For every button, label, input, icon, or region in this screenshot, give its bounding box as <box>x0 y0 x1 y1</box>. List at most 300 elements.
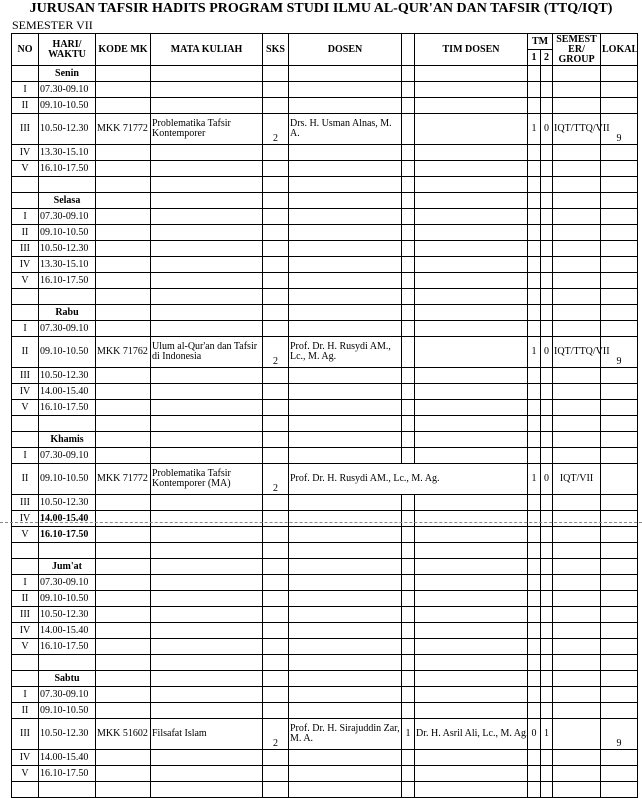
empty-cell <box>541 671 553 687</box>
tm-2 <box>541 607 553 623</box>
lecturer: Prof. Dr. H. Rusydi AM., Lc., M. Ag. <box>289 464 528 495</box>
empty-cell <box>12 289 39 305</box>
team-index <box>402 161 415 177</box>
lecturer <box>289 639 402 655</box>
header-dosen: DOSEN <box>289 34 402 66</box>
lokal <box>601 750 638 766</box>
day-name: Selasa <box>39 193 96 209</box>
empty-cell <box>541 289 553 305</box>
tm-1: 1 <box>528 114 541 145</box>
team-lecturer <box>415 209 528 225</box>
semester-group <box>553 448 601 464</box>
header-no: NO <box>12 34 39 66</box>
course-sks <box>263 225 289 241</box>
course-name <box>151 766 263 782</box>
lokal <box>601 400 638 416</box>
lecturer <box>289 384 402 400</box>
empty-cell <box>263 193 289 209</box>
header-hari-waktu: HARI/ WAKTU <box>39 34 96 66</box>
course-code <box>96 273 151 289</box>
day-name: Sabtu <box>39 671 96 687</box>
semester-group <box>553 273 601 289</box>
course-sks: 2 <box>263 114 289 145</box>
team-index <box>402 607 415 623</box>
team-index <box>402 82 415 98</box>
team-index <box>402 321 415 337</box>
table-row <box>12 273 638 289</box>
empty-cell <box>402 543 415 559</box>
tm-2 <box>541 591 553 607</box>
empty-cell <box>402 305 415 321</box>
lokal <box>601 273 638 289</box>
empty-cell <box>96 432 151 448</box>
team-index <box>402 400 415 416</box>
lecturer <box>289 400 402 416</box>
table-row <box>12 448 638 464</box>
header-blank <box>402 34 415 66</box>
course-name <box>151 384 263 400</box>
table-row <box>12 495 638 511</box>
table-row <box>12 527 638 543</box>
tm-2 <box>541 209 553 225</box>
empty-cell <box>541 782 553 798</box>
lokal <box>601 384 638 400</box>
semester-group <box>553 145 601 161</box>
tm-1 <box>528 687 541 703</box>
session-time: 10.50-12.30 <box>39 241 96 257</box>
table-row <box>12 400 638 416</box>
team-index <box>402 575 415 591</box>
session-no: IV <box>12 257 39 273</box>
lokal <box>601 511 638 527</box>
empty-cell <box>415 671 528 687</box>
tm-2 <box>541 511 553 527</box>
table-row <box>12 464 638 495</box>
session-no: I <box>12 209 39 225</box>
course-code <box>96 623 151 639</box>
empty-cell <box>402 416 415 432</box>
table-row <box>12 623 638 639</box>
semester-group <box>553 687 601 703</box>
lokal: 9 <box>601 114 638 145</box>
empty-cell <box>39 655 96 671</box>
empty-cell <box>415 177 528 193</box>
tm-1 <box>528 575 541 591</box>
semester-group <box>553 225 601 241</box>
lokal <box>601 257 638 273</box>
semester-group: IQT/TTQ/VII <box>553 337 601 368</box>
course-name: Problematika Tafsir Kontemporer <box>151 114 263 145</box>
session-no: II <box>12 703 39 719</box>
empty-cell <box>541 66 553 82</box>
session-no: V <box>12 527 39 543</box>
course-name: Ulum al-Qur'an dan Tafsir di Indonesia <box>151 337 263 368</box>
table-row <box>12 687 638 703</box>
team-lecturer <box>415 527 528 543</box>
empty-cell <box>39 782 96 798</box>
empty-cell <box>415 655 528 671</box>
course-sks <box>263 161 289 177</box>
team-index <box>402 687 415 703</box>
semester-group <box>553 607 601 623</box>
semester-group <box>553 766 601 782</box>
team-index <box>402 448 415 464</box>
empty-cell <box>96 416 151 432</box>
empty-cell <box>39 416 96 432</box>
lokal <box>601 448 638 464</box>
lecturer <box>289 368 402 384</box>
session-time: 16.10-17.50 <box>39 766 96 782</box>
course-sks <box>263 384 289 400</box>
lecturer <box>289 225 402 241</box>
course-sks <box>263 495 289 511</box>
course-name <box>151 448 263 464</box>
table-row <box>12 639 638 655</box>
session-no: I <box>12 687 39 703</box>
lokal <box>601 225 638 241</box>
empty-cell <box>263 543 289 559</box>
course-sks: 2 <box>263 464 289 495</box>
empty-cell <box>96 305 151 321</box>
tm-1 <box>528 607 541 623</box>
session-no: II <box>12 464 39 495</box>
course-code <box>96 225 151 241</box>
header-tm-2: 2 <box>541 50 553 66</box>
lokal <box>601 527 638 543</box>
session-time: 16.10-17.50 <box>39 527 96 543</box>
tm-2 <box>541 400 553 416</box>
team-index <box>402 623 415 639</box>
table-row <box>12 98 638 114</box>
tm-1 <box>528 495 541 511</box>
team-lecturer <box>415 623 528 639</box>
empty-cell <box>415 289 528 305</box>
table-row <box>12 591 638 607</box>
lecturer <box>289 321 402 337</box>
lecturer <box>289 209 402 225</box>
table-row <box>12 209 638 225</box>
empty-cell <box>402 193 415 209</box>
course-sks <box>263 400 289 416</box>
empty-cell <box>96 543 151 559</box>
course-sks <box>263 766 289 782</box>
table-row <box>12 321 638 337</box>
course-code <box>96 145 151 161</box>
table-row <box>12 719 638 750</box>
page-break-line <box>0 522 642 523</box>
course-code <box>96 703 151 719</box>
table-row <box>12 257 638 273</box>
session-no: IV <box>12 145 39 161</box>
session-time: 13.30-15.10 <box>39 257 96 273</box>
session-no: I <box>12 575 39 591</box>
empty-cell <box>263 559 289 575</box>
tm-2 <box>541 766 553 782</box>
team-index <box>402 98 415 114</box>
team-index <box>402 703 415 719</box>
empty-cell <box>263 289 289 305</box>
course-code <box>96 607 151 623</box>
team-index: 1 <box>402 719 415 750</box>
course-sks <box>263 703 289 719</box>
course-sks <box>263 607 289 623</box>
session-time: 07.30-09.10 <box>39 209 96 225</box>
team-index <box>402 257 415 273</box>
session-no: I <box>12 82 39 98</box>
course-name <box>151 575 263 591</box>
course-code <box>96 591 151 607</box>
team-lecturer <box>415 241 528 257</box>
team-lecturer <box>415 591 528 607</box>
empty-cell <box>12 782 39 798</box>
table-row <box>12 368 638 384</box>
empty-cell <box>553 671 601 687</box>
table-row <box>12 575 638 591</box>
lokal <box>601 161 638 177</box>
empty-cell <box>263 432 289 448</box>
lokal <box>601 321 638 337</box>
header-kode-mk: KODE MK <box>96 34 151 66</box>
lecturer <box>289 98 402 114</box>
tm-1 <box>528 639 541 655</box>
empty-cell <box>528 289 541 305</box>
tm-2 <box>541 82 553 98</box>
team-lecturer <box>415 273 528 289</box>
course-sks <box>263 687 289 703</box>
session-no: IV <box>12 511 39 527</box>
empty-cell <box>151 305 263 321</box>
empty-cell <box>96 655 151 671</box>
session-no: V <box>12 639 39 655</box>
empty-cell <box>553 432 601 448</box>
lecturer <box>289 687 402 703</box>
course-sks <box>263 527 289 543</box>
empty-cell <box>151 66 263 82</box>
session-time: 09.10-10.50 <box>39 464 96 495</box>
semester-group <box>553 527 601 543</box>
lokal <box>601 623 638 639</box>
team-lecturer <box>415 384 528 400</box>
semester-group <box>553 400 601 416</box>
empty-cell <box>402 671 415 687</box>
course-sks <box>263 623 289 639</box>
tm-2 <box>541 750 553 766</box>
empty-cell <box>402 432 415 448</box>
lokal <box>601 766 638 782</box>
lecturer: Prof. Dr. H. Rusydi AM., Lc., M. Ag. <box>289 337 402 368</box>
session-time: 10.50-12.30 <box>39 114 96 145</box>
team-index <box>402 495 415 511</box>
course-name <box>151 225 263 241</box>
empty-cell <box>541 543 553 559</box>
empty-cell <box>415 432 528 448</box>
tm-2: 0 <box>541 337 553 368</box>
empty-cell <box>553 66 601 82</box>
empty-cell <box>12 543 39 559</box>
empty-cell <box>151 193 263 209</box>
lecturer <box>289 527 402 543</box>
course-name: Problematika Tafsir Kontemporer (MA) <box>151 464 263 495</box>
empty-cell <box>96 559 151 575</box>
team-lecturer <box>415 575 528 591</box>
day-row <box>12 305 638 321</box>
lecturer <box>289 495 402 511</box>
team-lecturer <box>415 225 528 241</box>
course-name <box>151 511 263 527</box>
empty-cell <box>415 543 528 559</box>
header-tm: TM <box>528 34 553 50</box>
tm-1 <box>528 368 541 384</box>
lokal <box>601 687 638 703</box>
lecturer <box>289 145 402 161</box>
semester-group <box>553 750 601 766</box>
lokal <box>601 82 638 98</box>
semester-group <box>553 257 601 273</box>
course-sks: 2 <box>263 337 289 368</box>
tm-2 <box>541 703 553 719</box>
tm-1: 0 <box>528 719 541 750</box>
session-no: III <box>12 114 39 145</box>
empty-cell <box>289 655 402 671</box>
course-sks <box>263 257 289 273</box>
tm-2 <box>541 225 553 241</box>
table-row <box>12 161 638 177</box>
team-lecturer <box>415 114 528 145</box>
empty-cell <box>12 177 39 193</box>
empty-cell <box>39 543 96 559</box>
semester-group <box>553 575 601 591</box>
empty-cell <box>541 432 553 448</box>
session-time: 14.00-15.40 <box>39 511 96 527</box>
tm-2 <box>541 623 553 639</box>
tm-1 <box>528 82 541 98</box>
session-time: 07.30-09.10 <box>39 321 96 337</box>
empty-cell <box>402 66 415 82</box>
empty-cell <box>151 655 263 671</box>
empty-cell <box>263 416 289 432</box>
table-row <box>12 241 638 257</box>
empty-cell <box>541 305 553 321</box>
semester-label: SEMESTER VII <box>12 18 93 32</box>
course-code <box>96 750 151 766</box>
course-sks <box>263 511 289 527</box>
semester-group <box>553 241 601 257</box>
course-code <box>96 575 151 591</box>
empty-cell <box>553 416 601 432</box>
team-index <box>402 145 415 161</box>
session-time: 14.00-15.40 <box>39 623 96 639</box>
empty-cell <box>553 305 601 321</box>
course-sks <box>263 575 289 591</box>
empty-cell <box>12 416 39 432</box>
empty-cell <box>528 543 541 559</box>
lokal <box>601 241 638 257</box>
empty-cell <box>263 655 289 671</box>
spacer-row <box>12 782 638 798</box>
lecturer: Prof. Dr. H. Sirajuddin Zar, M. A. <box>289 719 402 750</box>
empty-cell <box>553 193 601 209</box>
tm-1 <box>528 161 541 177</box>
empty-cell <box>541 655 553 671</box>
course-code: MKK 71772 <box>96 464 151 495</box>
session-no: V <box>12 161 39 177</box>
tm-1 <box>528 145 541 161</box>
session-time: 07.30-09.10 <box>39 687 96 703</box>
lecturer <box>289 273 402 289</box>
empty-cell <box>289 559 402 575</box>
course-code <box>96 241 151 257</box>
lokal <box>601 98 638 114</box>
session-time: 14.00-15.40 <box>39 384 96 400</box>
course-code <box>96 511 151 527</box>
session-time: 16.10-17.50 <box>39 273 96 289</box>
session-time: 10.50-12.30 <box>39 719 96 750</box>
empty-cell <box>263 671 289 687</box>
empty-cell <box>528 655 541 671</box>
team-index <box>402 337 415 368</box>
empty-cell <box>151 559 263 575</box>
tm-2 <box>541 145 553 161</box>
team-index <box>402 750 415 766</box>
empty-cell <box>415 305 528 321</box>
course-name <box>151 161 263 177</box>
team-lecturer <box>415 82 528 98</box>
team-index <box>402 511 415 527</box>
empty-cell <box>601 289 638 305</box>
lokal <box>601 495 638 511</box>
course-name <box>151 321 263 337</box>
empty-cell <box>289 432 402 448</box>
course-name <box>151 257 263 273</box>
spacer-row <box>12 655 638 671</box>
course-sks <box>263 368 289 384</box>
empty-cell <box>601 416 638 432</box>
empty-cell <box>151 671 263 687</box>
empty-cell <box>528 559 541 575</box>
empty-cell <box>263 782 289 798</box>
header-lokal: LOKAL <box>601 34 638 66</box>
course-sks <box>263 321 289 337</box>
course-sks <box>263 448 289 464</box>
session-no: II <box>12 591 39 607</box>
empty-cell <box>402 655 415 671</box>
tm-1 <box>528 98 541 114</box>
empty-cell <box>601 66 638 82</box>
lecturer <box>289 591 402 607</box>
header-tim-dosen: TIM DOSEN <box>415 34 528 66</box>
table-row <box>12 225 638 241</box>
semester-group <box>553 623 601 639</box>
spacer-row <box>12 289 638 305</box>
tm-2 <box>541 687 553 703</box>
team-index <box>402 241 415 257</box>
tm-1 <box>528 384 541 400</box>
page-title: JURUSAN TAFSIR HADITS PROGRAM STUDI ILMU AL-QUR'AN DAN TAFSIR (TTQ/IQT) <box>29 1 613 16</box>
session-time: 09.10-10.50 <box>39 225 96 241</box>
empty-cell <box>601 671 638 687</box>
spacer-row <box>12 416 638 432</box>
course-code <box>96 257 151 273</box>
session-time: 16.10-17.50 <box>39 400 96 416</box>
session-no: V <box>12 273 39 289</box>
tm-2 <box>541 495 553 511</box>
course-code: MKK 71762 <box>96 337 151 368</box>
empty-cell <box>553 655 601 671</box>
empty-cell <box>601 543 638 559</box>
empty-cell <box>263 66 289 82</box>
semester-group <box>553 639 601 655</box>
lokal <box>601 145 638 161</box>
